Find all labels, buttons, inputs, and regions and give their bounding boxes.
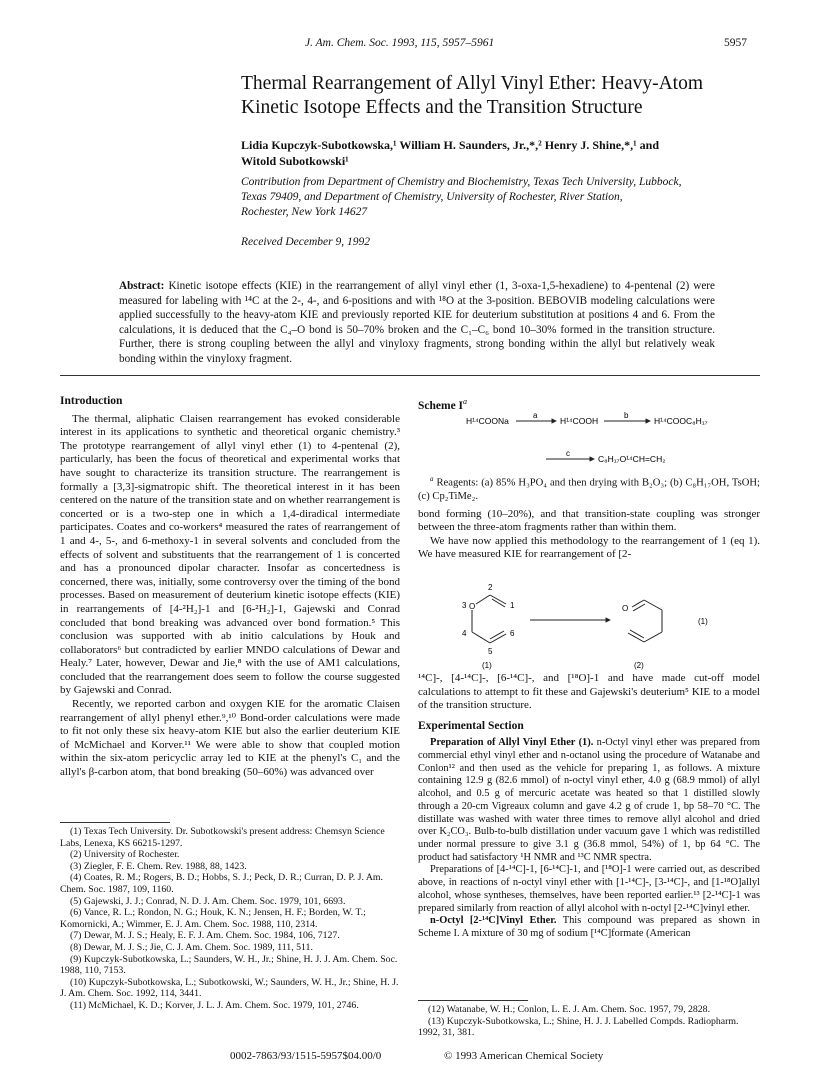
copyright: © 1993 American Chemical Society: [444, 1050, 604, 1062]
bond-c4-c5-double: [630, 630, 644, 638]
footnote: (12) Watanabe, W. H.; Conlon, L. E. J. Am. Chem. Soc. 1957, 79, 2828.: [428, 1004, 711, 1015]
atom-oxygen-1: O: [469, 602, 476, 611]
abstract: [119, 279, 715, 367]
abstract-label: Abstract:: [119, 280, 165, 292]
bond-c4-c5: [472, 632, 490, 643]
compound-label-2: (2): [634, 661, 644, 670]
scheme-label-c: c: [566, 449, 570, 458]
footnote: (4) Coates, R. M.; Rogers, B. D.; Hobbs, S. J.; Peck, D. R.; Curran, D. P. J. Am. Chem. Soc. 1987, 109, 1160.: [60, 872, 383, 895]
compound-label-1: (1): [482, 661, 492, 670]
intro-paragraph-1: The thermal, aliphatic Claisen rearrangement has evoked considerable interest in its applications to synthetic and theoretical organic chemistry.³ The prototype rearrangement of allyl vinyl ether (1) to 4-pentenal (2), particularly, has been the focus of theoretical and experimental works that have sought to characterize its transition structure. The rearrangement is formally a [3,3]-sigmatropic shift. The theoretical interest in it has been centered on the nature of the transition state and on whether rearrangement is concerted or is a two-step one in which a 1,4-diradical intermediate participates. Coates and co-workers⁴ measured the rates of rearrangement of 1 and 4-, 5-, and 6-methoxy-1 in several solvents and concluded from the effects of solvent and substituents that the rearrangement of 1 is concerted and has a pronounced dipolar character. Insofar as concertedness is concerned, there was, initially, some controversy over the timing of the bond processes. Based on measurement of deuterium kinetic isotope effects (KIE) in rearrangements of [4-²H₂]-1 and [6-²H₂]-1, Gajewski and Conrad concluded that bond breaking was advanced over bond formation.⁵ This conclusion was supported with ab initio calculations by Houk and collaborators⁶ but contradicted by earlier MNDO calculations of Dewar and Healy.⁷ Later, however, Dewar and Jie,⁸ with the use of AM1 calculations, concluded that the rearrangement does seem to follow the course suggested by Gajewski and Conrad.: [60, 412, 400, 697]
author-list: [241, 137, 741, 169]
scheme-heading: Scheme $I^a$: [418, 397, 468, 412]
bond-c4-c5: [628, 633, 644, 642]
right-paragraph-2: We have now applied this methodology to the rearrangement of 1 (eq 1). We have measured KIE for rearrangement of [2-: [418, 534, 760, 561]
abstract-divider: [60, 375, 760, 376]
footnote: (7) Dewar, M. J. S.; Healy, E. F. J. Am. Chem. Soc. 1984, 106, 7127.: [70, 930, 340, 942]
title-line-2: Kinetic Isotope Effects and the Transition Structure: [241, 97, 643, 118]
bond-c5-c6: [490, 634, 506, 643]
footnote: (9) Kupczyk-Subotkowska, L.; Saunders, W. H., Jr.; Shine, H. J. J. Am. Chem. Soc. 1988, 110, 7153.: [60, 953, 398, 977]
bond-o-c2: [476, 595, 490, 604]
scheme-diagram: [418, 410, 760, 472]
article-code: 0002-7863/93/1515-5957$04.00/0: [230, 1050, 382, 1062]
page-number: 5957: [724, 37, 747, 49]
affiliation: [241, 175, 771, 220]
footnote: (5) Gajewski, J. J.; Conrad, N. D. J. Am. Chem. Soc. 1979, 101, 6693.: [70, 895, 346, 907]
bond-c1-c2: [644, 600, 662, 610]
right-column-lower: [418, 672, 760, 941]
authors-line-2: Witold Subotkowski¹: [241, 154, 349, 168]
footnote: (3) Ziegler, F. E. Chem. Rev. 1988, 88, 1423.: [70, 860, 247, 872]
experimental-paragraph-3: n-Octyl [2-¹⁴C]Vinyl Ether. This compound was prepared as shown in Scheme I. A mixture of 30 mg of sodium [¹⁴C]formate (American: [418, 915, 760, 939]
atom-number-1: 1: [510, 601, 515, 610]
scheme-product: C₈H₁₇O¹⁴CH=CH₂: [598, 454, 666, 464]
footnote: (10) Kupczyk-Subotkowska, L.; Subotkowski, W.; Saunders, W. H., Jr.; Shine, H. J. J. Am. Chem. Soc. 1992, 114, 3441.: [60, 976, 399, 1000]
experimental-heading: Experimental Section: [418, 719, 524, 732]
scheme-intermediate-2: H¹⁴COOC₈H₁₇: [654, 416, 708, 426]
footnote: (8) Dewar, M. J. S.; Jie, C. J. Am. Chem. Soc. 1989, 111, 511.: [70, 941, 313, 953]
bond-c5-c6-double: [490, 631, 504, 639]
introduction-heading: Introduction: [60, 395, 123, 407]
affiliation-line-2: Texas 79409, and Department of Chemistry, University of Rochester, River Station,: [241, 191, 623, 203]
footnote: (1) Texas Tech University. Dr. Subotkowski's present address: Chemsyn Science Labs, Lenexa, KS 66215-1297.: [60, 826, 385, 849]
intro-paragraph-2: Recently, we reported carbon and oxygen KIE for the aromatic Claisen rearrangement of allyl phenyl ether.⁹,¹⁰ Bond-order calculations were made to fit not only these six heavy-atom KIE but also the earlier deuterium KIE of McMichael and Korver.¹¹ We were able to show that coupled motion within the six-atom pericyclic array led to KIE at the phenyl's C₁ and the allyl's β-carbon atom, that bond breaking (50–60%) was advanced over: [60, 698, 400, 779]
footnote: (13) Kupczyk-Subotkowska, L.; Shine, H. J. J. Labelled Compds. Radiopharm. 1992, 31, 381.: [418, 1015, 739, 1039]
footnote-divider-left: [60, 822, 170, 823]
atom-number-4: 4: [462, 629, 467, 638]
footnote: (11) McMichael, K. D.; Korver, J. L. J. Am. Chem. Soc. 1979, 101, 2746.: [70, 999, 359, 1011]
scheme-label-a: a: [533, 411, 538, 420]
footnotes-left: [60, 826, 400, 1012]
bond-c3-c4: [644, 632, 662, 642]
received-date: Received December 9, 1992: [241, 236, 370, 248]
scheme-label-b: b: [624, 411, 629, 420]
footnote-divider-right: [418, 1000, 528, 1001]
atom-number-3: 3: [462, 601, 467, 610]
experimental-paragraph-1: Preparation of Allyl Vinyl Ether (1). n-Octyl vinyl ether was prepared from commercial ethyl vinyl ether and n-octanol using the procedure of Watanabe and Conlon¹² and then used as the vehicle for preparing 1, as follows. A mixture containing 12.9 g (82.6 mmol) of n-octyl vinyl ether, 4.0 g (68.9 mmol) of allyl alcohol, and 0.5 g of mercuric acetate was heated so that 1 distilled slowly through a 20-cm Vigreaux column and gave 4.2 g of crude 1, bp 58–70 °C. The distillate was washed with water three times to remove allyl alcohol and dried over K₂CO₃. Bulb-to-bulb distillation under vacuum gave 1 which was redistilled under normal pressure to give 3.1 g (36.8 mmol, 54%) of 1, bp 64 °C. The product had satisfactory ¹H NMR and ¹³C NMR spectra.: [418, 737, 760, 863]
footnote: (2) University of Rochester.: [70, 849, 180, 861]
affiliation-line-3: Rochester, New York 14627: [241, 206, 368, 218]
footnotes-right: [418, 1004, 760, 1039]
right-column-text: [418, 473, 760, 562]
atom-number-2: 2: [488, 583, 493, 592]
abstract-text: Kinetic isotope effects (KIE) in the rearrangement of allyl vinyl ether (1, 3-oxa-1,5-hexadiene) to 4-pentenal (2) were measured for labeling with ¹⁴C at the 2-, 4-, and 6-positions and with ¹⁸O at the 3-position. BEBOVIB modeling calculations were applied successfully to the heavy-atom KIE and previously reported KIE for deuterium substitution at positions 4 and 6. From the calculations, it is deduced that the C₄–O bond is 50–70% broken and the C₁–C₆ bond 10–30% formed in the transition structure. Further, there is strong coupling between the allyl and vinyloxy fragments, strong bonding within the allyl but relatively weak bonding within the vinyloxy fragment.: [119, 280, 715, 365]
equation-1-diagram: [418, 580, 760, 670]
running-header: J. Am. Chem. Soc. 1993, 115, 5957–5961: [305, 37, 495, 49]
authors-line-1: Lidia Kupczyk-Subotkowska,¹ William H. Saunders, Jr.,*,² Henry J. Shine,*,¹ and: [241, 138, 660, 152]
scheme-footnote: $^a$ Reagents: (a) 85% H₃PO₄ and then drying with B₂O₃; (b) C₈H₁₇OH, TsOH; (c) Cp₂TiMe₂.: [418, 475, 760, 502]
atom-number-6: 6: [510, 629, 515, 638]
right-paragraph-1: bond forming (10–20%), and that transition-state coupling was stronger between the three-atom fragments rather than within them.: [418, 507, 760, 534]
experimental-paragraph-2: Preparations of [4-¹⁴C]-1, [6-¹⁴C]-1, and [¹⁸O]-1 were carried out, as described above, in reactions of n-octyl vinyl ether with [1-¹⁴C]-, [3-¹⁴C]-, and [1-¹⁸O]allyl alcohol, whose syntheses, themselves, have been reported earlier.¹³ [2-¹⁴C]-1 was prepared similarly from reaction of allyl alcohol with n-octyl [2-¹⁴C]vinyl ether.: [418, 864, 760, 914]
affiliation-line-1: Contribution from Department of Chemistry and Biochemistry, Texas Tech University, Lubbock,: [241, 176, 682, 188]
title-line-1: Thermal Rearrangement of Allyl Vinyl Ether: Heavy-Atom: [241, 73, 704, 94]
article-title: [241, 72, 761, 120]
scheme-intermediate-1: H¹⁴COOH: [560, 416, 599, 426]
atom-number-5: 5: [488, 647, 493, 656]
atom-oxygen-2: O: [622, 604, 629, 613]
equation-number: (1): [698, 617, 708, 626]
left-column: [60, 395, 400, 780]
scheme-reactant: H¹⁴COONa: [466, 416, 509, 426]
footnote: (6) Vance, R. L.; Rondon, N. G.; Houk, K. N.; Jensen, H. F.; Borden, W. T.; Komornicki, A.; Wimmer, E. J. Am. Chem. Soc. 1988, 110, 2314.: [60, 907, 366, 930]
right-paragraph-3: ¹⁴C]-, [4-¹⁴C]-, [6-¹⁴C]-, and [¹⁸O]-1 and have made cut-off model calculations to attempt to fit these and Gajewski's deuterium⁵ KIE to a model of the transition structure.: [418, 672, 760, 712]
